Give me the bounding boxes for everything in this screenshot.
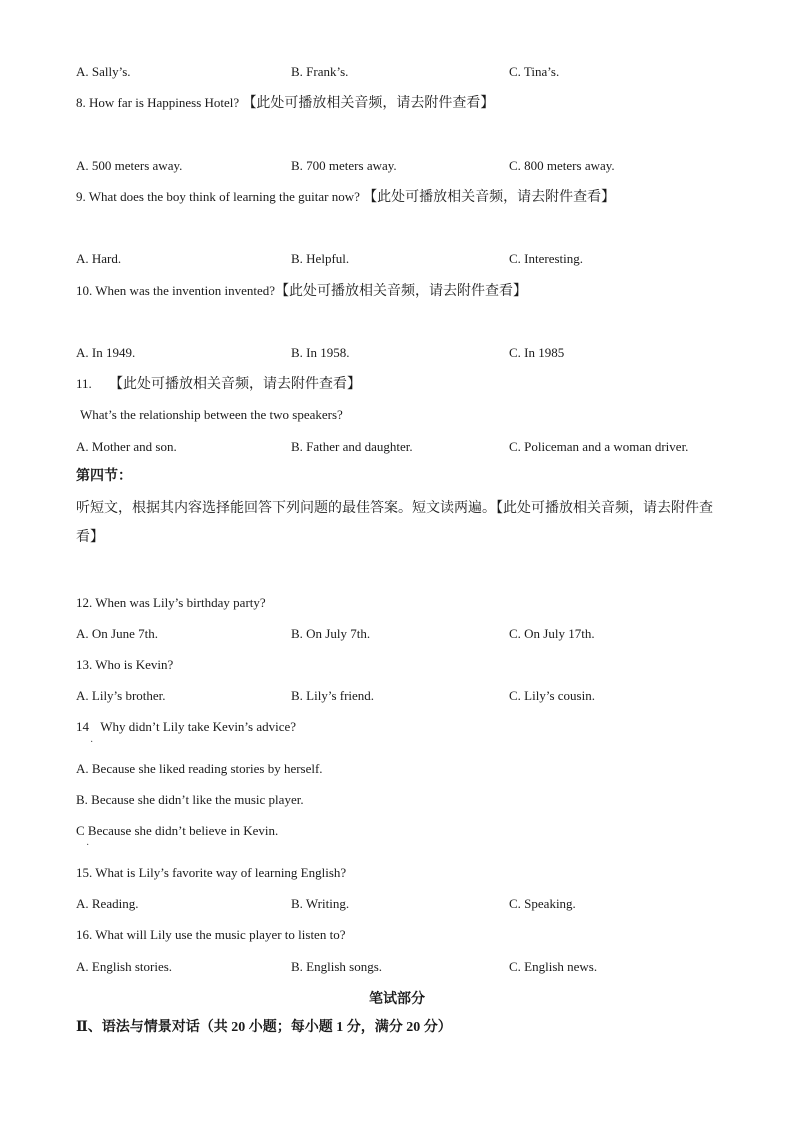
q11-option-a: A. Mother and son. [76,439,177,454]
q13-option-c: C. Lily’s cousin. [509,688,595,703]
q15-option-a: A. Reading. [76,896,139,911]
q9-option-a: A. Hard. [76,251,122,266]
q13-option-a: A. Lily’s brother. [76,688,166,703]
q14-option-c: C Because she didn’t believe in Kevin. [76,823,279,838]
q15-options [76,895,736,913]
q14-number: 14 [76,719,89,734]
q12-option-b: B. On July 7th. [291,626,371,641]
q14-question-text: Why didn’t Lily take Kevin’s advice? [100,719,297,734]
q9-question [76,188,615,207]
q10-option-b: B. In 1958. [291,345,350,360]
q15-question: 15. What is Lily’s favorite way of learning English? [76,865,347,880]
q13-option-b: B. Lily’s friend. [291,688,375,703]
section4-instructions: 听短文，根据其内容选择能回答下列问题的最佳答案。短文读两遍。【此处可播放相关音频，请去附件查看】 [76,501,713,545]
q8-question [76,94,494,113]
q10-option-a: A. In 1949. [76,345,136,360]
written-part-title: 笔试部分 [369,992,425,1007]
q11-option-c: C. Policeman and a woman driver. [509,439,689,454]
q7-options [76,63,736,81]
q9-options [76,250,736,268]
q8-option-c: C. 800 meters away. [509,158,615,173]
section2-heading: Ⅱ、语法与情景对话（共 20 小题；每小题 1 分，满分 20 分） [76,1020,452,1035]
q9-option-b: B. Helpful. [291,251,350,266]
q16-option-c: C. English news. [509,959,598,974]
q10-option-c: C. In 1985 [509,345,565,360]
q7-option-a: A. Sally’s. [76,64,131,79]
q7-option-c: C. Tina’s. [509,64,560,79]
q16-question: 16. What will Lily use the music player to listen to? [76,927,346,942]
q8-audio-note: 【此处可播放相关音频，请去附件查看】 [242,96,495,111]
q8-question-text: 8. How far is Happiness Hotel? [76,95,240,110]
q12-option-a: A. On June 7th. [76,626,158,641]
q11-audio-note: 【此处可播放相关音频，请去附件查看】 [109,377,362,392]
q9-question-text: 9. What does the boy think of learning the guitar now? [76,189,360,204]
q11-option-b: B. Father and daughter. [291,439,413,454]
q11-number: 11. [76,376,92,391]
q10-options [76,344,736,362]
q10-question-text: 10. When was the invention invented? [76,283,276,298]
q14-option-a: A. Because she liked reading stories by herself. [76,761,323,776]
q7-option-b: B. Frank’s. [291,64,349,79]
q9-audio-note: 【此处可播放相关音频，请去附件查看】 [363,190,616,205]
q10-question [76,282,527,301]
q12-options [76,625,736,643]
q16-option-a: A. English stories. [76,959,173,974]
q11-question: What’s the relationship between the two speakers? [80,407,343,422]
q15-option-b: B. Writing. [291,896,350,911]
q16-option-b: B. English songs. [291,959,383,974]
q8-option-b: B. 700 meters away. [291,158,397,173]
q11-header [76,375,361,394]
q8-option-a: A. 500 meters away. [76,158,183,173]
q10-audio-note: 【此处可播放相关音频，请去附件查看】 [275,284,528,299]
q12-question: 12. When was Lily’s birthday party? [76,595,266,610]
stray-dot-mark: · [86,840,90,851]
q9-option-c: C. Interesting. [509,251,584,266]
q8-options [76,157,736,175]
stray-dot-mark: · [90,737,94,748]
q13-question: 13. Who is Kevin? [76,657,174,672]
q14-option-b: B. Because she didn’t like the music player. [76,792,304,807]
q15-option-c: C. Speaking. [509,896,576,911]
q11-options [76,438,736,456]
q12-option-c: C. On July 17th. [509,626,595,641]
q16-options [76,958,736,976]
q13-options [76,687,736,705]
q14-question [76,718,296,736]
section4-title: 第四节： [76,469,132,484]
